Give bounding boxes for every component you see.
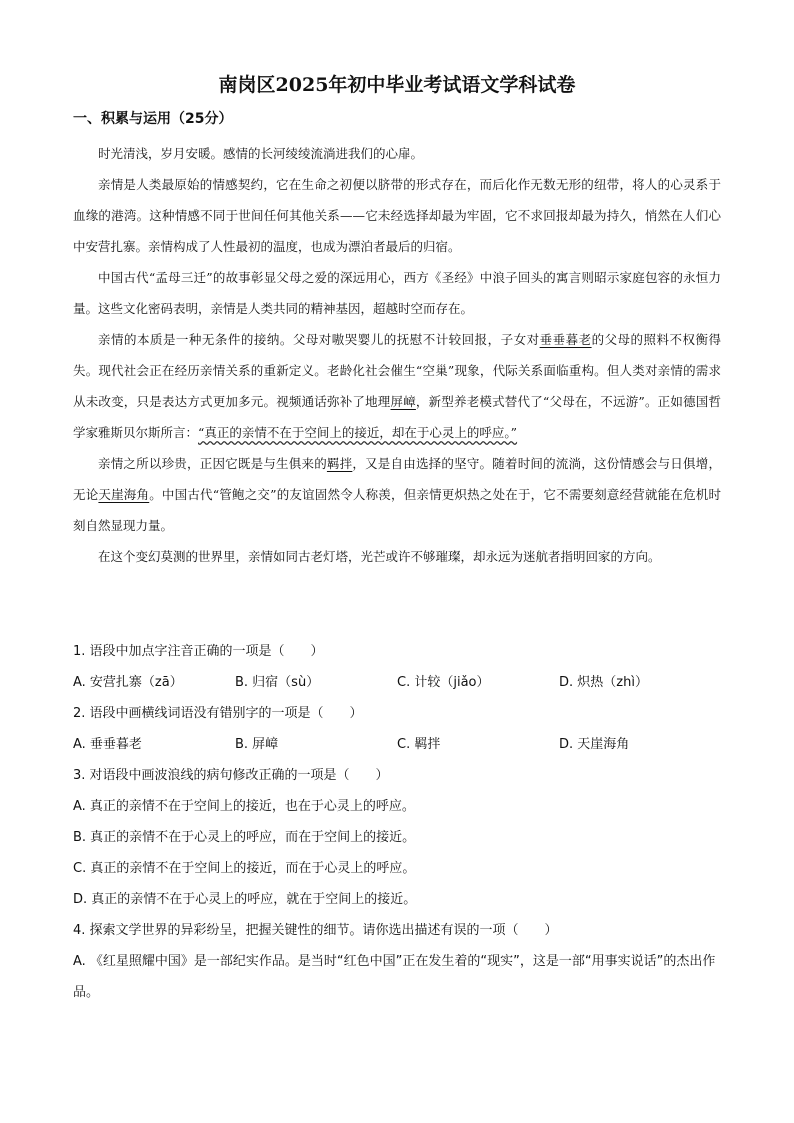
- passage-paragraph-3: 中国古代“孟母三迁”的故事彰显父母之爱的深远用心，西方《圣经》中浪子回头的寓言则昭示家庭包容的永恒力量。这些文化密码表明，亲情是人类共同的精神基因，超越时空而存在。: [73, 270, 721, 316]
- page-title: 南岗区2025年初中毕业考试语文学科试卷: [218, 74, 576, 96]
- option-a[interactable]: A. 安营扎寨（zā）: [73, 675, 183, 690]
- option-a[interactable]: A. 真正的亲情不在于空间上的接近，也在于心灵上的呼应。: [73, 799, 415, 814]
- passage-paragraph-1: 时光清浅，岁月安暖。感情的长河绫绫流淌进我们的心扉。: [98, 146, 424, 161]
- section-heading: 一、积累与运用（25分）: [73, 111, 233, 127]
- passage-text: ，新型养老模式替代了“父母在，不远游”。正如德国哲学家雅斯贝尔斯所言：: [73, 394, 721, 440]
- question-2: 2. 语段中画横线词语没有错别字的一项是（ ）: [73, 706, 363, 721]
- passage-text: 亲情的本质是一种无条件的接纳。父母对嗷哭婴儿的抚慰不计较回报，子女对: [98, 332, 540, 347]
- option-d[interactable]: D. 炽热（zhì）: [559, 675, 648, 690]
- option-a[interactable]: A. 《红星照耀中国》是一部纪实作品。是当时“红色中国”正在发生着的“现实”，这是一部“用事实说话”的杰出作品。: [73, 954, 716, 1000]
- reading-passage: [73, 138, 721, 572]
- option-b[interactable]: B. 真正的亲情不在于心灵上的呼应，而在于空间上的接近。: [73, 830, 416, 845]
- option-c[interactable]: C. 计较（jiǎo）: [397, 675, 490, 690]
- passage-paragraph-5: [73, 448, 721, 541]
- underlined-word: 屏嶂: [390, 394, 416, 409]
- underlined-word: 天崖海角: [98, 487, 150, 502]
- question-3: 3. 对语段中画波浪线的病句修改正确的一项是（ ）: [73, 768, 389, 783]
- option-d[interactable]: D. 真正的亲情不在于心灵上的呼应，就在于空间上的接近。: [73, 892, 417, 907]
- option-a[interactable]: A. 垂垂暮老: [73, 737, 142, 752]
- passage-text: 。中国古代“管鲍之交”的友谊固然令人称羡，但亲情更炽热之处在于，它不需要刻意经营就能在危机时刻自然显现力量。: [73, 487, 721, 533]
- underlined-word: 羁拌: [326, 456, 353, 471]
- option-c[interactable]: C. 真正的亲情不在于空间上的接近，而在于心灵上的呼应。: [73, 861, 416, 876]
- question-1: 1. 语段中加点字注音正确的一项是（ ）: [73, 644, 324, 659]
- underlined-word: 垂垂暮老: [539, 332, 592, 347]
- passage-text: ，又是自由选择的坚守。随着时间的流淌，这份情感会与日俱增，无论: [73, 456, 721, 502]
- passage-paragraph-2: 亲情是人类最原始的情感契约，它在生命之初便以脐带的形式存在，而后化作无数无形的纽带，将人的心灵系于血缘的港湾。这种情感不同于世间任何其他关系——它未经选择却最为牢固，它不求回报却最为持久，悄然在人们心中安营扎寨。亲情构成了人性最初的温度，也成为漂泊者最后的归宿。: [73, 177, 721, 254]
- passage-text: 亲情之所以珍贵，正因它既是与生俱来的: [98, 456, 327, 471]
- passage-text: 的父母的照料不权衡得失。现代社会正在经历亲情关系的重新定义。老龄化社会催生“空巢”现象，代际关系面临重构。但人类对亲情的需求从未改变，只是表达方式更加多元。视频通话弥补了地理: [73, 332, 721, 409]
- option-d[interactable]: D. 天崖海角: [559, 737, 630, 752]
- option-b[interactable]: B. 归宿（sù）: [235, 675, 320, 690]
- passage-paragraph-4: [73, 324, 721, 448]
- wavy-underlined-sentence: “真正的亲情不在于空间上的接近，却在于心灵上的呼应。”: [198, 425, 518, 440]
- question-4: 4. 探索文学世界的异彩纷呈，把握关键性的细节。请你选出描述有误的一项（ ）: [73, 923, 558, 938]
- option-b[interactable]: B. 屏嶂: [235, 737, 279, 752]
- question-1-options: [73, 667, 733, 698]
- question-2-options: [73, 729, 733, 760]
- option-c[interactable]: C. 羁拌: [397, 737, 441, 752]
- passage-paragraph-6: 在这个变幻莫测的世界里，亲情如同古老灯塔，光芒或许不够璀璨，却永远为迷航者指明回家的方向。: [98, 549, 661, 564]
- question-list: [73, 636, 733, 1008]
